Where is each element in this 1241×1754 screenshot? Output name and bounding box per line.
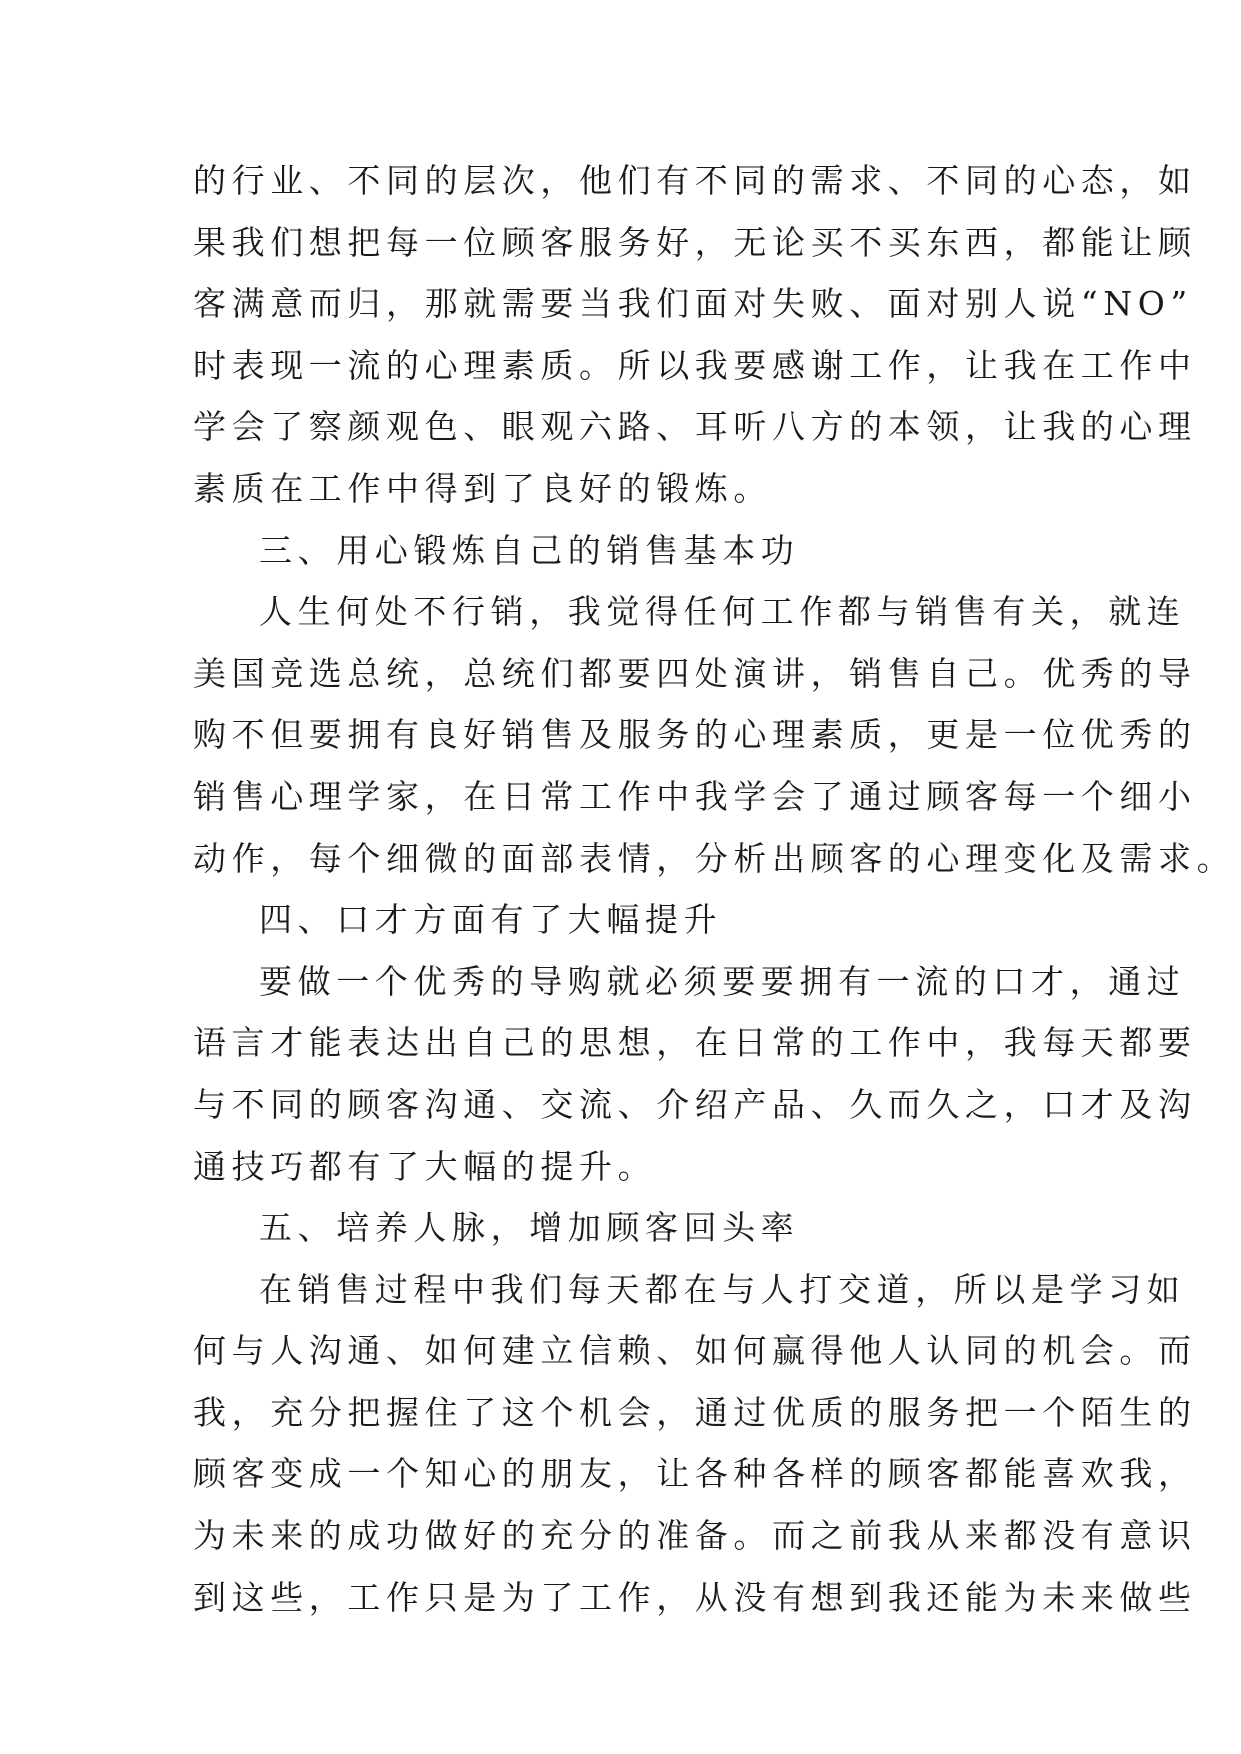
- text-line: 顾客变成一个知心的朋友，让各种各样的顾客都能喜欢我，: [193, 1454, 1197, 1494]
- text-line: 何与人沟通、如何建立信赖、如何赢得他人认同的机会。而: [193, 1331, 1197, 1371]
- text-line: 客满意而归，那就需要当我们面对失败、面对别人说“NO”: [193, 284, 1193, 324]
- text-line: 销售心理学家，在日常工作中我学会了通过顾客每一个细小: [193, 776, 1197, 816]
- text-line: 到这些，工作只是为了工作，从没有想到我还能为未来做些: [193, 1577, 1197, 1617]
- text-line: 人生何处不行销，我觉得任何工作都与销售有关，就连: [259, 592, 1186, 632]
- text-line: 为未来的成功做好的充分的准备。而之前我从来都没有意识: [193, 1516, 1197, 1556]
- text-line: 美国竞选总统，总统们都要四处演讲，销售自己。优秀的导: [193, 653, 1197, 693]
- text-line: 我，充分把握住了这个机会，通过优质的服务把一个陌生的: [193, 1392, 1197, 1432]
- text-line: 素质在工作中得到了良好的锻炼。: [193, 468, 772, 508]
- text-line: 学会了察颜观色、眼观六路、耳听八方的本领，让我的心理: [193, 407, 1197, 447]
- section-heading: 五、培养人脉，增加顾客回头率: [259, 1208, 800, 1248]
- text-line: 通技巧都有了大幅的提升。: [193, 1146, 657, 1186]
- text-line: 要做一个优秀的导购就必须要要拥有一流的口才，通过: [259, 961, 1186, 1001]
- section-heading: 三、用心锻炼自己的销售基本功: [259, 530, 800, 570]
- text-line: 的行业、不同的层次，他们有不同的需求、不同的心态，如: [193, 161, 1197, 200]
- text-line: 动作，每个细微的面部表情，分析出顾客的心理变化及需求。: [193, 838, 1236, 878]
- text-line: 在销售过程中我们每天都在与人打交道，所以是学习如: [259, 1269, 1186, 1309]
- body-text: [193, 150, 1236, 1628]
- text-line: 时表现一流的心理素质。所以我要感谢工作，让我在工作中: [193, 345, 1197, 385]
- text-line: 购不但要拥有良好销售及服务的心理素质，更是一位优秀的: [193, 715, 1197, 755]
- section-heading: 四、口才方面有了大幅提升: [259, 900, 723, 940]
- text-line: 语言才能表达出自己的思想，在日常的工作中，我每天都要: [193, 1023, 1197, 1063]
- text-line: 与不同的顾客沟通、交流、介绍产品、久而久之，口才及沟: [193, 1084, 1197, 1124]
- text-line: 果我们想把每一位顾客服务好，无论买不买东西，都能让顾: [193, 222, 1197, 262]
